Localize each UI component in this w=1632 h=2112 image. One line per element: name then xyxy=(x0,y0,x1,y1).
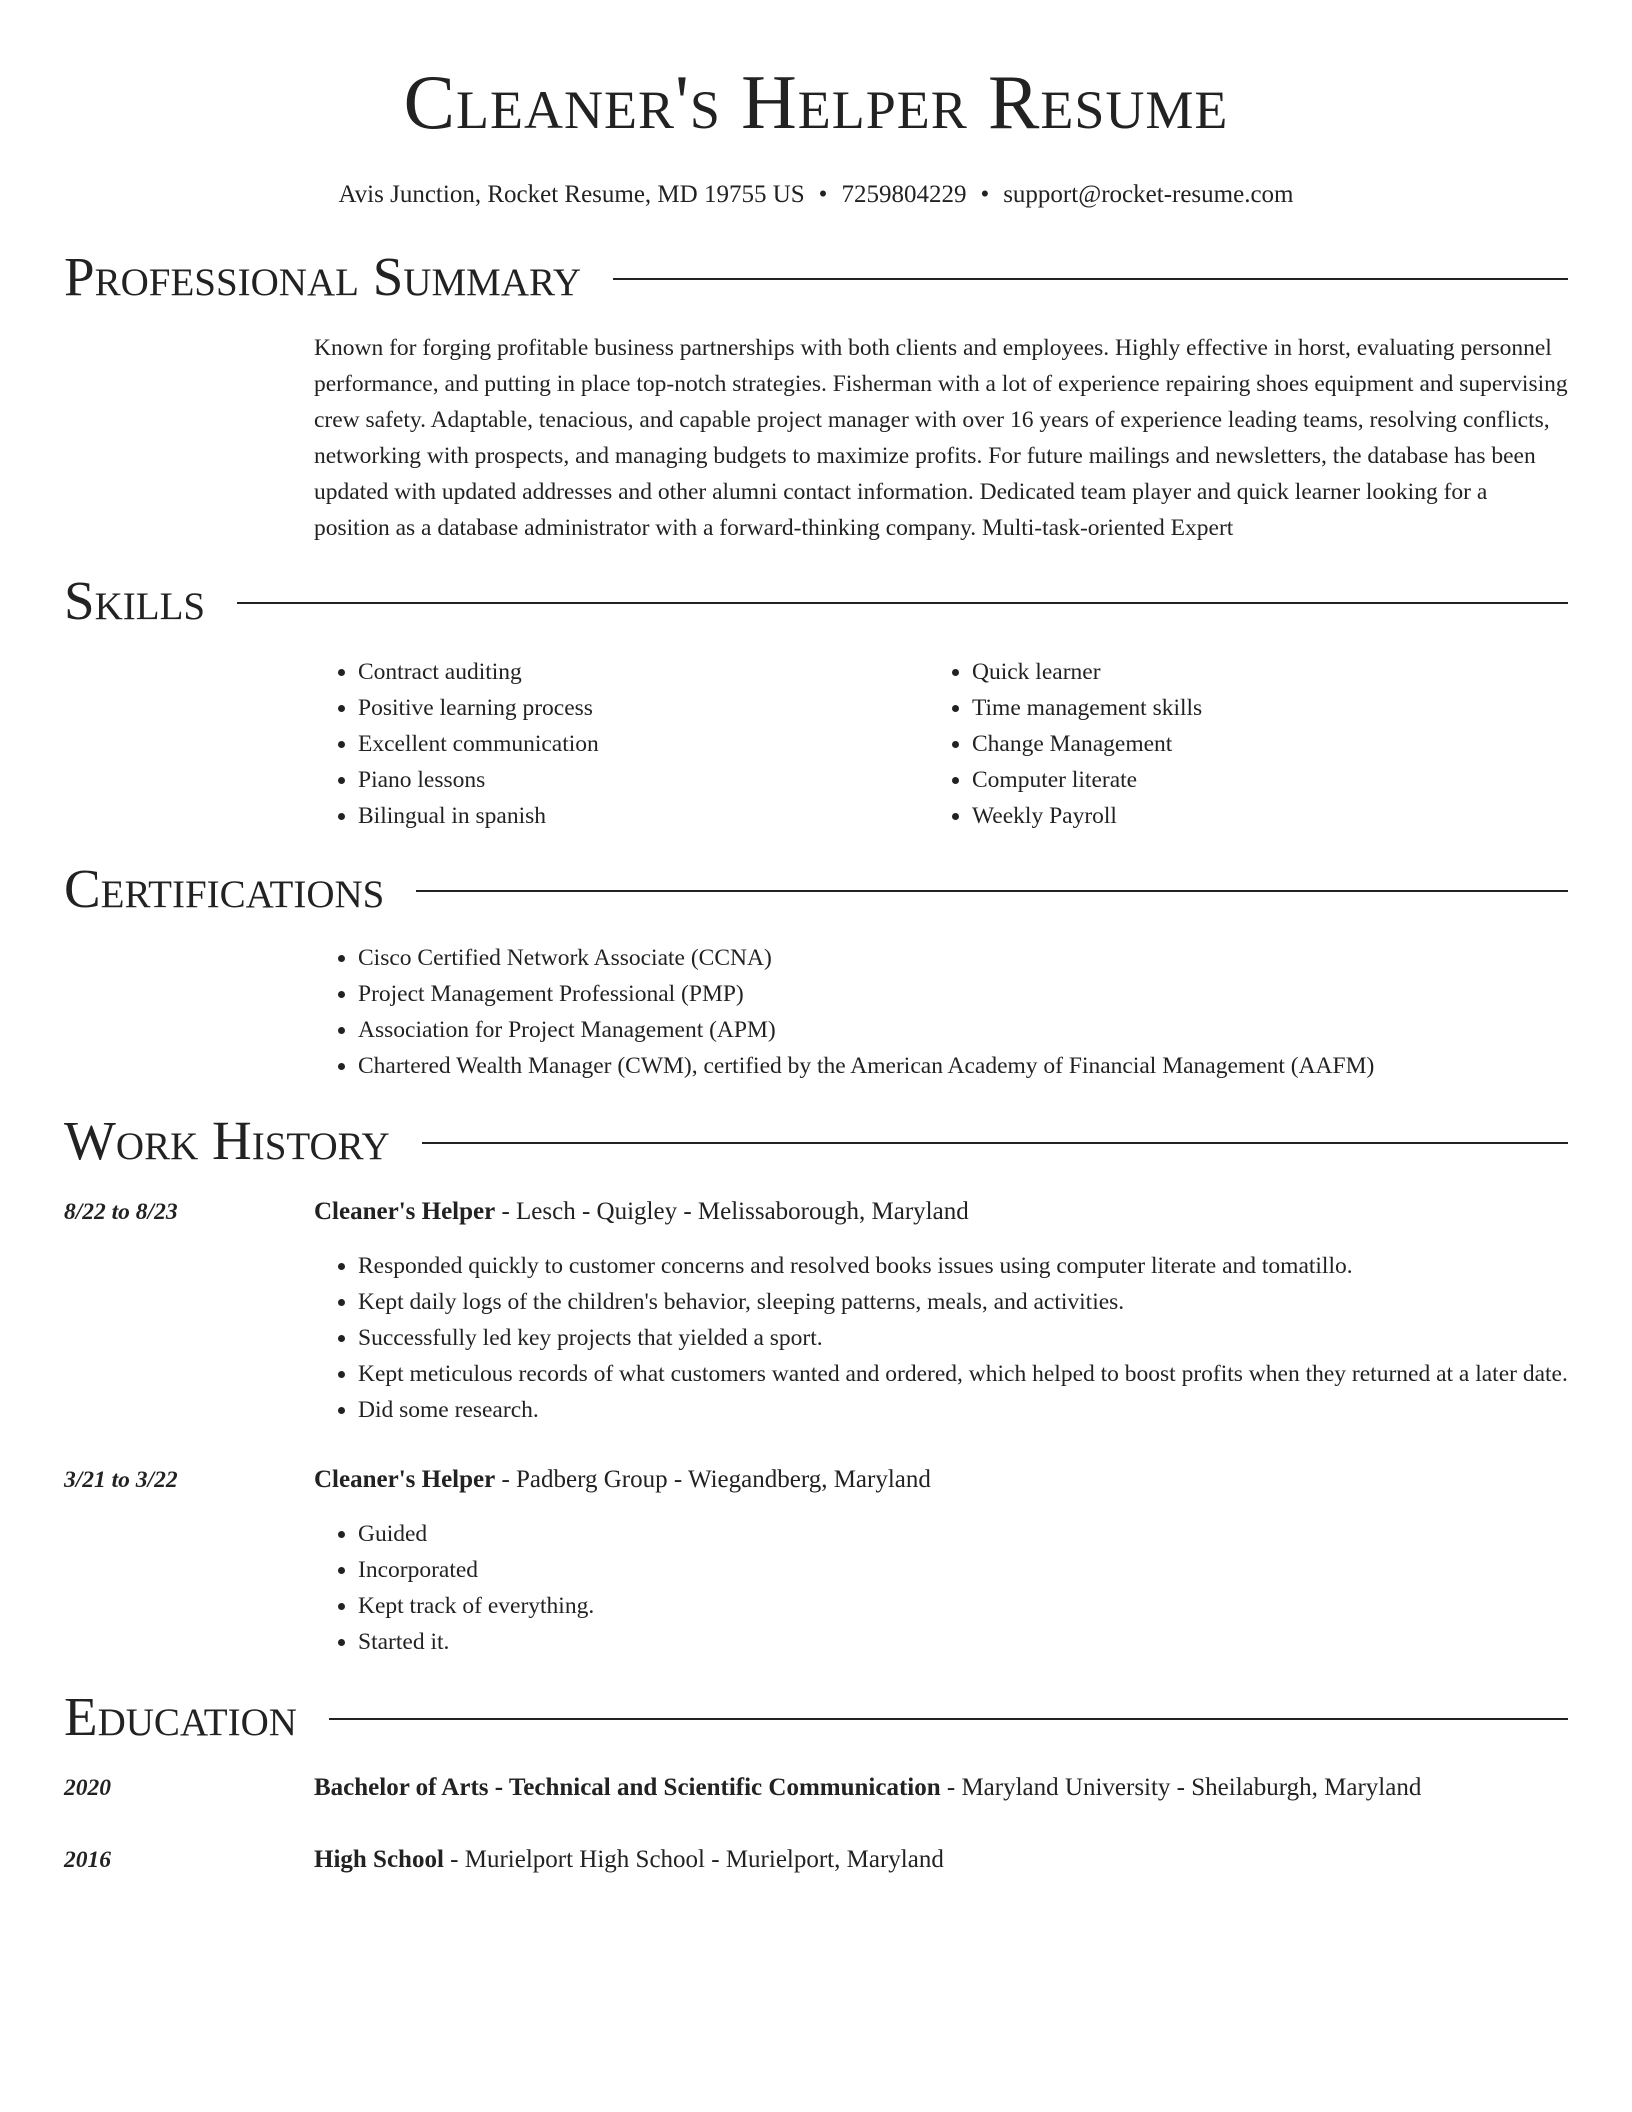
education-header xyxy=(64,1682,1568,1752)
skill-item: • Change Management xyxy=(972,726,1542,762)
job-dates: 8/22 to 8/23 xyxy=(64,1199,178,1225)
certifications-section xyxy=(64,854,1568,1084)
job-bullet: • Successfully led key projects that yielded a sport. xyxy=(358,1320,1568,1356)
skill-item: • Contract auditing xyxy=(358,654,928,690)
job-entry xyxy=(64,1462,1568,1660)
job-heading xyxy=(314,1462,1568,1498)
education-section xyxy=(64,1682,1568,1878)
education-content xyxy=(314,1842,1568,1878)
education-year: 2020 xyxy=(64,1775,111,1801)
contact-separator: • xyxy=(980,181,990,208)
education-content xyxy=(314,1770,1568,1806)
education-degree: Bachelor of Arts - Technical and Scientific Communication xyxy=(314,1774,941,1801)
certifications-header xyxy=(64,854,1568,924)
skills-grid xyxy=(314,654,1568,834)
job-bullet: • Started it. xyxy=(358,1624,1568,1660)
certification-item: • Chartered Wealth Manager (CWM), certified by the American Academy of Financial Management (AAFM) xyxy=(358,1048,1568,1084)
skills-column-left xyxy=(314,654,928,834)
job-bullets xyxy=(314,1516,1568,1660)
section-title-work-history: Work History xyxy=(64,1110,390,1171)
education-entry xyxy=(64,1770,1568,1806)
job-title: Cleaner's Helper xyxy=(314,1466,496,1493)
skill-item: • Weekly Payroll xyxy=(972,798,1542,834)
education-degree: High School xyxy=(314,1846,444,1873)
summary-text: Known for forging profitable business partnerships with both clients and employees. Highly effective in horst, evaluating personnel performance, and putting in place top-notch strategies. Fisherman with a lot of experience repairing shoes equipment and supervising crew safety. Adaptable, tenacious, and capable project manager with over 16 years of experience leading teams, resolving conflicts, networking with prospects, and managing budgets to maximize profits. For future mailings and newsletters, the database has been updated with updated addresses and other alumni contact information. Dedicated team player and quick learner looking for a position as a database administrator with a forward-thinking company. Multi-task-oriented Expert xyxy=(314,335,1568,541)
job-content xyxy=(314,1194,1568,1428)
job-employer-location: - Lesch - Quigley - Melissaborough, Maryland xyxy=(495,1198,969,1225)
contact-phone: 7259804229 xyxy=(841,181,967,208)
job-employer-location: - Padberg Group - Wiegandberg, Maryland xyxy=(495,1466,931,1493)
section-title-certifications: Certifications xyxy=(64,858,385,919)
job-title: Cleaner's Helper xyxy=(314,1198,496,1225)
section-divider xyxy=(416,890,1568,892)
job-bullet: • Kept meticulous records of what customers wanted and ordered, which helped to boost profits when they returned at a later date. xyxy=(358,1356,1568,1392)
contact-separator: • xyxy=(818,181,828,208)
job-bullet: • Kept track of everything. xyxy=(358,1588,1568,1624)
job-bullets xyxy=(314,1248,1568,1428)
job-bullet: • Responded quickly to customer concerns and resolved books issues using computer literate and tomatillo. xyxy=(358,1248,1568,1284)
education-year: 2016 xyxy=(64,1847,111,1873)
contact-email[interactable]: support@rocket-resume.com xyxy=(1003,181,1294,208)
skill-item: • Positive learning process xyxy=(358,690,928,726)
skill-item: • Bilingual in spanish xyxy=(358,798,928,834)
section-divider xyxy=(613,278,1568,280)
education-heading xyxy=(314,1842,1568,1878)
skills-section xyxy=(64,566,1568,834)
skill-item: • Time management skills xyxy=(972,690,1542,726)
section-title-summary: Professional Summary xyxy=(64,246,582,307)
section-divider xyxy=(329,1718,1568,1720)
job-bullet: • Guided xyxy=(358,1516,1568,1552)
section-title-skills: Skills xyxy=(64,570,206,631)
education-entry xyxy=(64,1842,1568,1878)
certifications-list xyxy=(314,940,1568,1084)
summary-section xyxy=(64,242,1568,546)
job-bullet: • Did some research. xyxy=(358,1392,1568,1428)
skills-header xyxy=(64,566,1568,636)
skill-item: • Quick learner xyxy=(972,654,1542,690)
education-school-location: - Maryland University - Sheilaburgh, Maryland xyxy=(940,1774,1422,1801)
job-content xyxy=(314,1462,1568,1660)
certification-item: • Cisco Certified Network Associate (CCNA) xyxy=(358,940,1568,976)
skill-item: • Piano lessons xyxy=(358,762,928,798)
job-entry xyxy=(64,1194,1568,1428)
work-history-section xyxy=(64,1106,1568,1660)
section-title-education: Education xyxy=(64,1686,297,1747)
summary-header xyxy=(64,242,1568,312)
contact-line xyxy=(64,178,1568,212)
section-divider xyxy=(237,602,1568,604)
job-dates: 3/21 to 3/22 xyxy=(64,1467,178,1493)
job-heading xyxy=(314,1194,1568,1230)
education-heading xyxy=(314,1770,1568,1806)
work-history-header xyxy=(64,1106,1568,1176)
page-title: Cleaner's Helper Resume xyxy=(403,59,1229,145)
section-divider xyxy=(422,1142,1568,1144)
job-bullet: • Kept daily logs of the children's behavior, sleeping patterns, meals, and activities. xyxy=(358,1284,1568,1320)
contact-address: Avis Junction, Rocket Resume, MD 19755 US xyxy=(338,181,805,208)
skill-item: • Excellent communication xyxy=(358,726,928,762)
certification-item: • Association for Project Management (APM) xyxy=(358,1012,1568,1048)
skill-item: • Computer literate xyxy=(972,762,1542,798)
skills-column-right xyxy=(928,654,1542,834)
certification-item: • Project Management Professional (PMP) xyxy=(358,976,1568,1012)
job-bullet: • Incorporated xyxy=(358,1552,1568,1588)
education-school-location: - Murielport High School - Murielport, Maryland xyxy=(443,1846,944,1873)
